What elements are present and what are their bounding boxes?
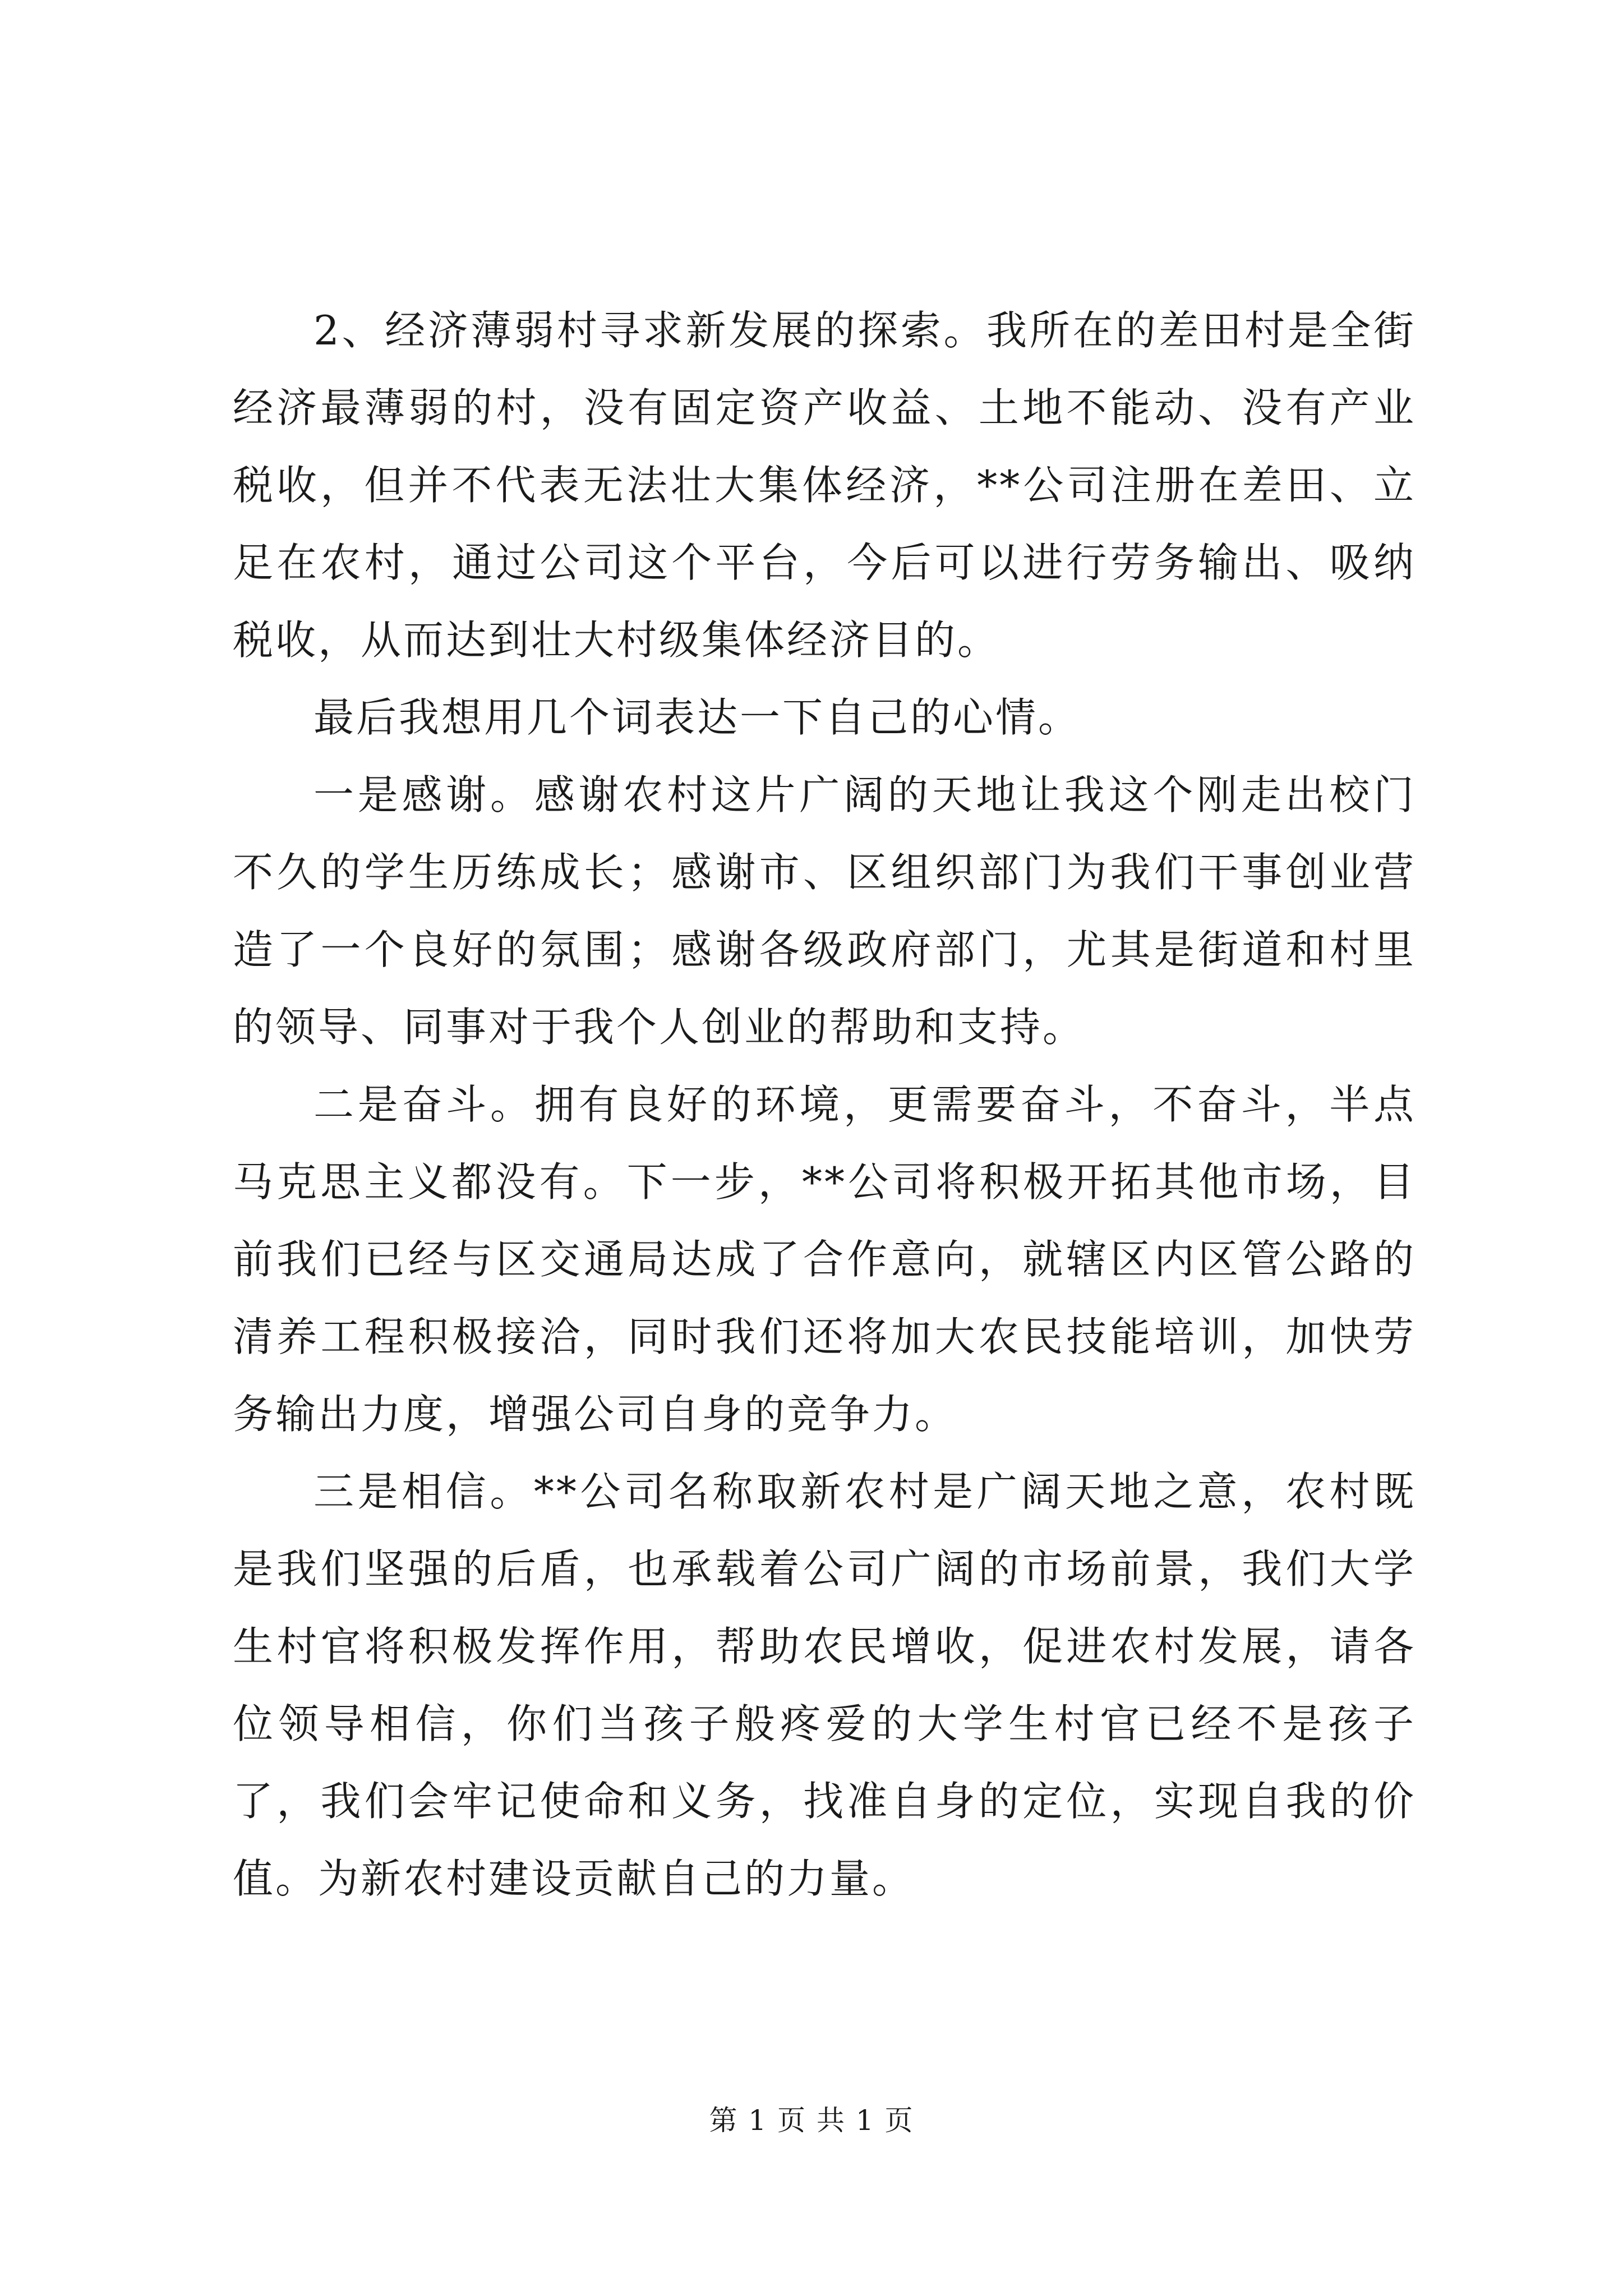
- document-body: [233, 292, 1416, 1917]
- page-footer: 第 1 页 共 1 页: [709, 2104, 914, 2137]
- paragraph-closing-intro: 最后我想用几个词表达一下自己的心情。: [313, 694, 1081, 741]
- paragraph-gratitude: 一是感谢。感谢农村这片广阔的天地让我这个刚走出校门不久的学生历练成长；感谢市、区组织部门为我们干事创业营造了一个良好的氛围；感谢各级政府部门，尤其是街道和村里的领导、同事对于我个人创业的帮助和支持。: [233, 771, 1416, 1051]
- paragraph-striving: 二是奋斗。拥有良好的环境，更需要奋斗，不奋斗，半点马克思主义都没有。下一步，**公司将积极开拓其他市场，目前我们已经与区交通局达成了合作意向，就辖区内区管公路的清养工程积极接洽，同时我们还将加大农民技能培训，加快劳务输出力度，增强公司自身的竞争力。: [233, 1081, 1416, 1438]
- paragraph-belief: 三是相信。**公司名称取新农村是广阔天地之意，农村既是我们坚强的后盾，也承载着公司广阔的市场前景，我们大学生村官将积极发挥作用，帮助农民增收，促进农村发展，请各位领导相信，你们当孩子般疼爱的大学生村官已经不是孩子了，我们会牢记使命和义务，找准自身的定位，实现自我的价值。为新农村建设贡献自己的力量。: [233, 1468, 1416, 1902]
- paragraph-economic-exploration: 2、经济薄弱村寻求新发展的探索。我所在的差田村是全街经济最薄弱的村，没有固定资产收益、土地不能动、没有产业税收，但并不代表无法壮大集体经济，**公司注册在差田、立足在农村，通过公司这个平台，今后可以进行劳务输出、吸纳税收，从而达到壮大村级集体经济目的。: [233, 307, 1416, 664]
